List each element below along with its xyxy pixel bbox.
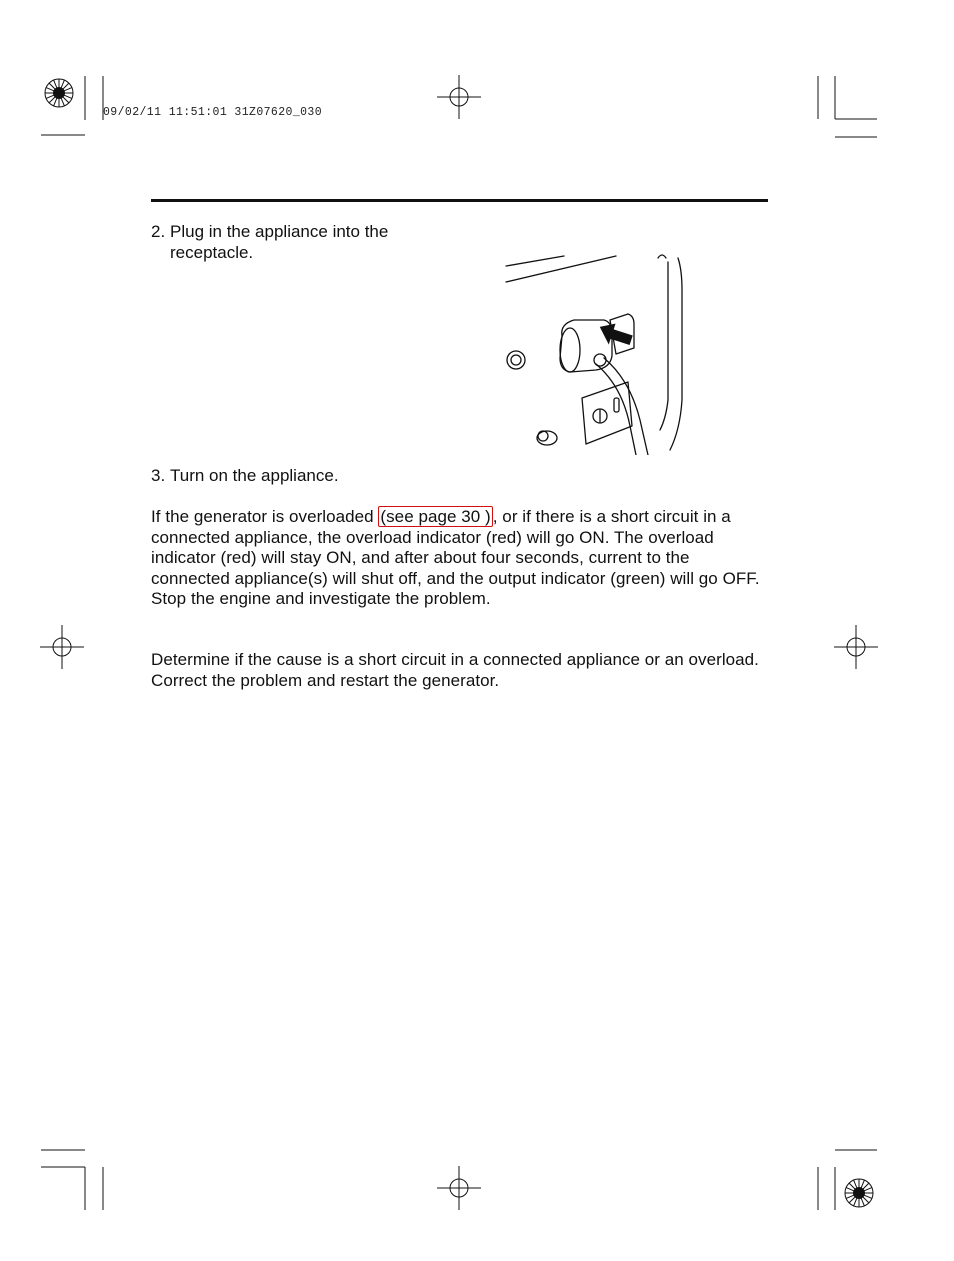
step-plug-in: [151, 222, 388, 263]
sunburst-mark-top-left: [45, 79, 73, 107]
step-text: Plug in the appliance into the: [170, 222, 389, 241]
crosshair-mark-bottom: [437, 1166, 481, 1210]
crosshair-mark-top: [437, 75, 481, 119]
header-rule: [151, 199, 768, 202]
sunburst-mark-bottom-right: [845, 1179, 873, 1207]
step-text-continued: receptacle.: [170, 242, 254, 262]
step-text: Turn on the appliance.: [170, 466, 339, 485]
step-number: 2.: [151, 222, 166, 241]
plug-receptacle-illustration: [500, 250, 690, 455]
see-page-30-link[interactable]: (see page 30 ): [380, 507, 491, 526]
step-number: 3.: [151, 466, 166, 485]
step-turn-on: [151, 466, 339, 487]
determine-paragraph: Determine if the cause is a short circuit in a connected appliance or an overload. Correct the problem and restart the generator.: [151, 650, 759, 690]
overload-paragraph: [151, 507, 773, 610]
crosshair-mark-left: [40, 625, 84, 669]
crosshair-mark-right: [834, 625, 878, 669]
print-timestamp: 09/02/11 11:51:01 31Z07620_030: [103, 106, 323, 119]
paragraph-text-start: If the generator is overloaded: [151, 507, 379, 526]
paragraph-text-rest: , or if there is a short circuit in a connected appliance, the overload indicator (red) will go ON. The overload indicator (red) will stay ON, and after about four seconds, current to the connected appliance(s) will shut off, and the output indicator (green) will go OFF. Stop the engine and investigate the problem.: [151, 507, 760, 608]
